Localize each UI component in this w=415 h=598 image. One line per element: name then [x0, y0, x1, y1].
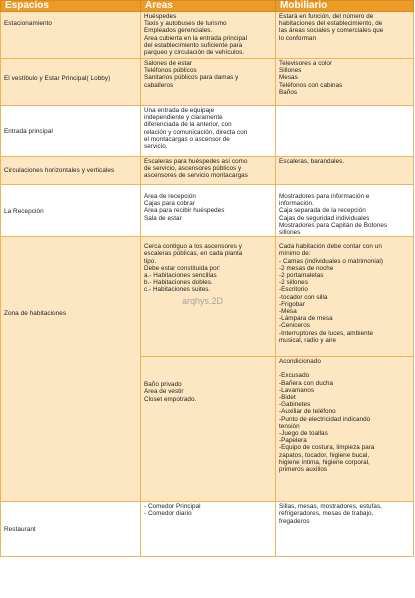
space-vestibulo: El vestíbulo y Estar Principal( Lobby): [1, 59, 141, 106]
cell-line: caballeros: [144, 81, 174, 89]
table-row: [1, 12, 414, 59]
cell-line: Escaleras para huéspedes así como: [144, 158, 248, 165]
cell-line: - Camas (individuales o matrimonial): [279, 257, 383, 265]
cell-line: Escaleras, barandales.: [279, 158, 345, 165]
cell-line: -Bañera con ducha: [279, 379, 334, 387]
cell-line: -Juego de toallas: [279, 430, 328, 438]
cell-line: -2 portamaletas: [279, 272, 324, 280]
furniture-cell: [276, 12, 414, 59]
cell-line: [279, 365, 411, 372]
cell-line: Salones de estar: [144, 60, 193, 67]
cell-line: -Mesa: [279, 308, 297, 316]
space-estacionamiento: Estacionamiento: [1, 12, 141, 59]
cell-line: tensión: [279, 422, 300, 430]
cell-line: Área de vestir: [144, 388, 184, 396]
cell-line: lo conforman: [279, 34, 317, 42]
furniture-cell: [276, 237, 414, 357]
cell-line: Cajas para cobrar: [144, 200, 195, 208]
cell-line: c.- Habitaciones suites.: [144, 286, 211, 294]
cell-line: Televisores a color: [279, 60, 333, 67]
table-row: [1, 185, 414, 237]
cell-line: sillones: [279, 229, 301, 237]
cell-line: Área de recepción: [144, 193, 196, 200]
cell-line: Sala de estar: [144, 214, 182, 222]
cell-line: -Lavamanos: [279, 386, 315, 394]
furniture-cell: [276, 502, 414, 557]
cell-line: refrigeradores, mesas de trabajo,: [279, 510, 374, 518]
areas-cell: [141, 157, 276, 185]
table-row: [1, 157, 414, 185]
areas-cell: [141, 12, 276, 59]
areas-cell: [141, 502, 276, 557]
cell-line: -2 mesas de noche: [279, 264, 334, 272]
cell-line: -Auxiliar de teléfono: [279, 408, 336, 416]
header-furniture: Mobiliario: [276, 1, 414, 12]
header-spaces: Espacios: [1, 1, 141, 12]
table-header-row: [1, 1, 414, 12]
cell-line: -Papelera: [279, 437, 307, 445]
cell-line: a.- Habitaciones sencillas: [144, 272, 217, 280]
cell-line: del establecimiento suficiente para: [144, 41, 243, 49]
cell-line: -Punto de electricidad indicando: [279, 415, 371, 423]
cell-line: Teléfonos públicos: [144, 67, 197, 75]
cell-line: Cada habitación debe contar con un: [279, 243, 382, 251]
cell-line: -tocador con silla: [279, 293, 328, 301]
space-circulaciones: Circulaciones horizontales y verticales: [1, 157, 141, 185]
cell-line: Cajas de seguridad individuales: [279, 214, 370, 222]
furniture-cell: [276, 157, 414, 185]
cell-line: parqueo y circulación de vehículos.: [144, 49, 245, 57]
cell-line: escaleras públicas, en cada planta: [144, 250, 243, 258]
cell-line: Taxis y autobuses de turismo: [144, 20, 227, 28]
cell-line: Cerca contiguo a los ascensores y: [144, 243, 242, 251]
cell-line: Debe estar constituida por:: [144, 264, 221, 272]
cell-line: - Comedor Principal: [144, 503, 201, 511]
cell-line: las áreas sociales y comerciales que: [279, 27, 384, 35]
watermark: arqhys.2D: [182, 296, 224, 306]
cell-line: ascensores de servicio montacargas: [144, 172, 248, 180]
cell-line: relación y comunicación, directa con: [144, 128, 248, 136]
cell-line: -Bidet: [279, 394, 296, 402]
cell-line: Mostradores para Capitán de Botones: [279, 221, 388, 229]
cell-line: Área cubierta en la entrada principal: [144, 34, 248, 42]
cell-line: Caja separada de la recepción: [279, 207, 366, 215]
cell-line: -Interruptores de luces, ambiente: [279, 329, 374, 337]
space-habitaciones: Zona de habitaciones: [1, 237, 141, 502]
cell-line: higiene íntima, higiene corporal,: [279, 458, 370, 466]
areas-cell: [141, 106, 276, 157]
cell-line: - Comedor diario: [144, 510, 192, 518]
cell-line: Sillas, mesas, mostradores, estufas,: [279, 503, 382, 511]
areas-cell: [141, 357, 276, 502]
furniture-cell: [276, 185, 414, 237]
cell-line: -Escritorio: [279, 286, 308, 294]
cell-line: fregaderos: [279, 517, 310, 525]
table-row: [1, 59, 414, 106]
header-areas: Áreas: [141, 1, 276, 12]
cell-line: información.: [279, 200, 314, 208]
cell-line: diferenciada de la anterior, con: [144, 121, 232, 129]
cell-line: Baño privado: [144, 381, 182, 389]
cell-line: -Ceniceros: [279, 322, 310, 330]
cell-line: musical, radio y aire: [279, 336, 337, 344]
cell-line: -Equipo de costura, limpieza para: [279, 444, 375, 452]
cell-line: Huéspedes: [144, 13, 177, 20]
cell-line: -Excusado: [279, 372, 310, 380]
areas-cell: [141, 59, 276, 106]
cell-line: Sillones: [279, 67, 302, 75]
cell-line: primeros auxilios: [279, 466, 328, 474]
space-entrada: Entrada principal: [1, 106, 141, 157]
cell-line: Una entrada de equipaje: [144, 107, 215, 114]
furniture-cell: [276, 357, 414, 502]
cell-line: zapatos, tocador, higiene bucal,: [279, 451, 370, 459]
table-row: [1, 106, 414, 157]
cell-line: -2 sillones: [279, 279, 308, 287]
cell-line: de servicio, ascensores públicos y: [144, 165, 242, 173]
cell-line: servicio.: [144, 143, 168, 151]
cell-line: Baños: [279, 88, 298, 96]
cell-line: tipo.: [144, 257, 157, 265]
cell-line: -Lámpara de mesa: [279, 315, 333, 323]
space-restaurant: Restaurant: [1, 502, 141, 557]
furniture-cell: [276, 106, 414, 157]
cell-line: mínimo de:: [279, 250, 311, 258]
cell-line: b.- Habitaciones dobles.: [144, 279, 213, 287]
space-recepcion: La Recepción: [1, 185, 141, 237]
cell-line: Mostradores para información e: [279, 193, 370, 200]
cell-line: Estará en función, del número de: [279, 13, 374, 20]
cell-line: Empleados gerenciales.: [144, 27, 213, 35]
cell-line: el montacargas o ascensor de: [144, 135, 230, 143]
cell-line: -Gabinetes: [279, 401, 311, 409]
cell-line: Closet empotrado.: [144, 395, 197, 403]
cell-line: -Frigobar: [279, 300, 305, 308]
cell-line: Teléfonos con cabinas: [279, 81, 343, 89]
areas-cell: [141, 185, 276, 237]
cell-line: Mesas: [279, 74, 298, 82]
table-row: [1, 502, 414, 557]
cell-line: Sanitarios públicos para damas y: [144, 74, 239, 82]
cell-line: independiente y claramente: [144, 114, 223, 122]
furniture-cell: [276, 59, 414, 106]
cell-line: Acondicionado: [279, 358, 321, 366]
cell-line: Área para recibir huéspedes: [144, 207, 225, 215]
cell-line: habitaciones del establecimiento, de: [279, 20, 383, 28]
